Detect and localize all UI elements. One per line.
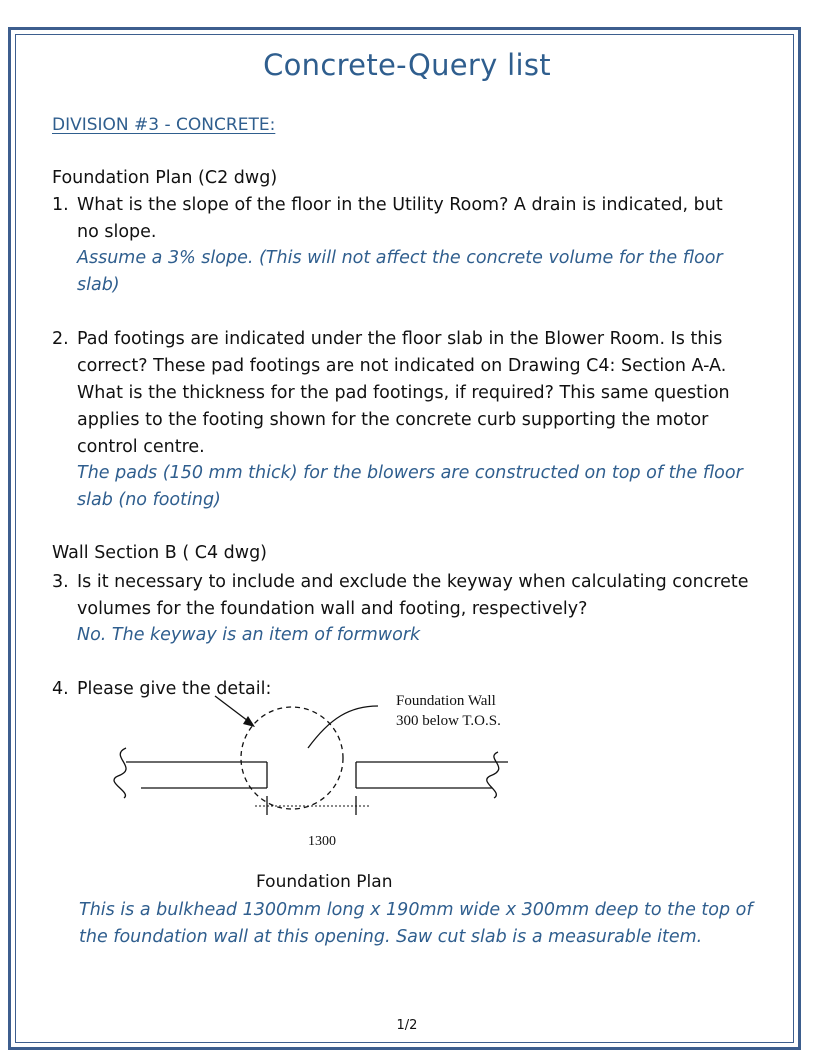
question-3-line-1: Is it necessary to include and exclude the keyway when calculating concrete	[77, 572, 749, 592]
question-2-line-2: correct? These pad footings are not indicated on Drawing C4: Section A-A.	[77, 356, 727, 376]
question-1-line-1: What is the slope of the floor in the Utility Room? A drain is indicated, but	[77, 195, 723, 215]
leader-line-label	[308, 706, 378, 748]
answer-2-line-2: slab (no footing)	[77, 490, 221, 510]
page-number: 1/2	[396, 1018, 418, 1033]
division-heading: DIVISION #3 - CONCRETE:	[52, 115, 276, 135]
detail-circle	[241, 707, 343, 809]
question-2-line-4: applies to the footing shown for the concrete curb supporting the motor	[77, 410, 709, 430]
section-heading-wall-section-b: Wall Section B ( C4 dwg)	[52, 543, 268, 563]
arrowhead-icon	[243, 716, 255, 727]
question-1-line-2: no slope.	[77, 222, 157, 242]
right-break-symbol	[487, 752, 499, 798]
dimension-label: 1300	[308, 834, 336, 849]
answer-4-line-1: This is a bulkhead 1300mm long x 190mm wide x 300mm deep to the top of	[79, 900, 753, 920]
left-break-symbol	[114, 748, 126, 798]
question-number-1: 1.	[52, 195, 69, 215]
drawing-caption: Foundation Plan	[256, 872, 393, 892]
foundation-wall-depth-label: 300 below T.O.S.	[396, 713, 501, 729]
question-2-line-3: What is the thickness for the pad footings, if required? This same question	[77, 383, 730, 403]
section-heading-foundation-plan: Foundation Plan (C2 dwg)	[52, 168, 278, 188]
foundation-wall-label: Foundation Wall	[396, 693, 496, 709]
answer-4-line-2: the foundation wall at this opening. Saw cut slab is a measurable item.	[79, 927, 703, 947]
question-4-line-1: Please give the detail:	[77, 679, 272, 699]
question-number-3: 3.	[52, 572, 69, 592]
question-number-2: 2.	[52, 329, 69, 349]
question-number-4: 4.	[52, 679, 69, 699]
page-title: Concrete-Query list	[263, 48, 551, 82]
question-2-line-5: control centre.	[77, 437, 205, 457]
question-2-line-1: Pad footings are indicated under the floor slab in the Blower Room. Is this	[77, 329, 723, 349]
answer-1-line-1: Assume a 3% slope. (This will not affect the concrete volume for the floor	[77, 248, 723, 268]
answer-1-line-2: slab)	[77, 275, 120, 295]
answer-3-line-1: No. The keyway is an item of formwork	[77, 625, 421, 645]
answer-2-line-1: The pads (150 mm thick) for the blowers are constructed on top of the floor	[77, 463, 743, 483]
question-3-line-2: volumes for the foundation wall and footing, respectively?	[77, 599, 588, 619]
